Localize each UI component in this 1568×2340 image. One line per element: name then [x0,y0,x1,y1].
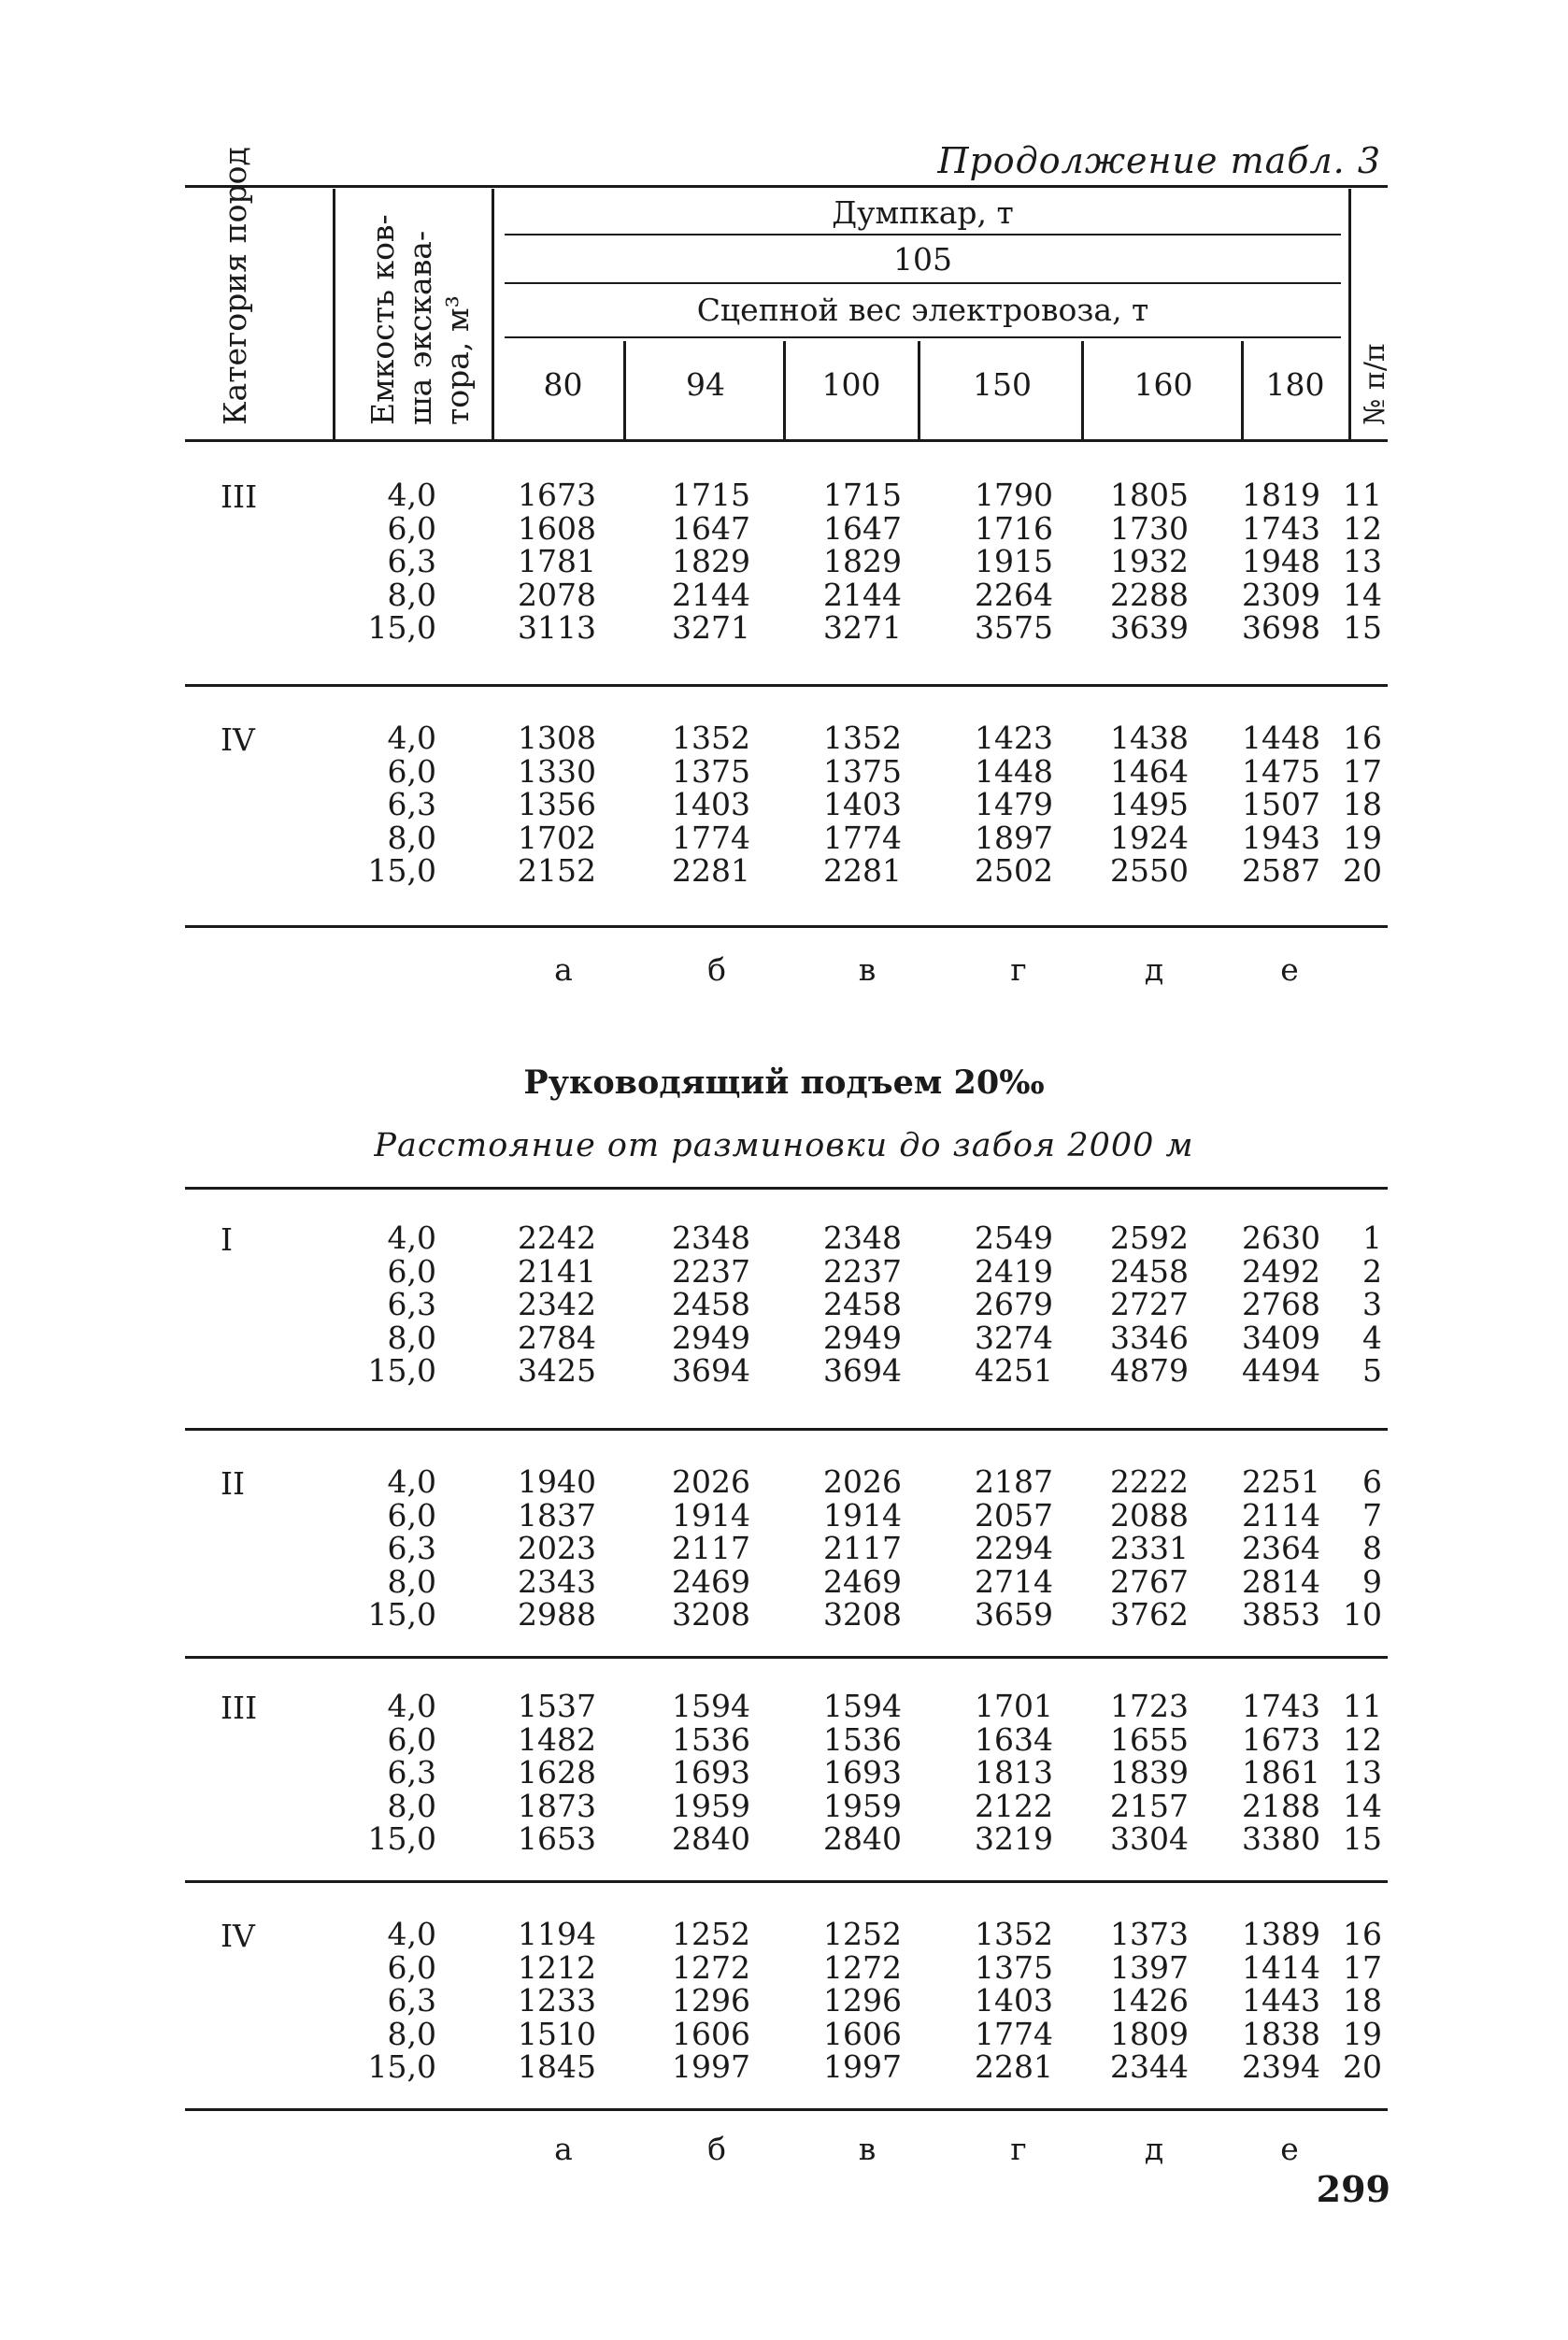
table-cell: 2784 [518,1319,596,1356]
row-number: 18 [1343,786,1382,822]
table-cell: 1448 [975,752,1053,790]
table-cell: 2768 [1242,1286,1320,1322]
bucket-capacity: 8,0 [387,2015,436,2052]
table-cell: 1212 [518,1948,596,1986]
category-label: I [221,1221,234,1258]
table-cell: 1730 [1110,509,1189,547]
loco-weight-header: Сцепной вес электровоза, т [696,292,1149,328]
table-cell: 1743 [1242,509,1320,547]
row-number: 4 [1362,1319,1382,1356]
row-number: 2 [1362,1252,1382,1290]
table-cell: 3271 [823,609,902,646]
table-cell: 1781 [518,543,596,579]
table-cell: 2188 [1242,1787,1320,1824]
table-cell: 4494 [1242,1352,1320,1389]
table-cell: 3698 [1242,609,1320,646]
block-rule [185,684,1388,687]
table-cell: 3639 [1110,609,1189,646]
bucket-header-line3: тора, м³ [439,295,476,425]
table-cell: 1252 [823,1916,902,1952]
table-cell: 1948 [1242,543,1320,579]
table-cell: 1352 [672,720,750,756]
row-number: 18 [1343,1982,1382,2019]
table-cell: 2026 [672,1463,750,1500]
table-cell: 2364 [1242,1530,1320,1566]
table-cell: 2242 [518,1220,596,1256]
table-cell: 2592 [1110,1220,1189,1256]
block-rule [185,1656,1388,1659]
table-cell: 2117 [672,1530,750,1566]
table-cell: 2141 [518,1252,596,1290]
row-number: 12 [1343,1720,1382,1758]
table-cell: 1716 [975,509,1053,547]
table-cell: 3274 [975,1319,1053,1356]
table-cell: 2331 [1110,1530,1189,1566]
table-cell: 1845 [518,2048,596,2085]
header-divider [492,189,494,439]
table-cell: 1403 [823,786,902,822]
table-cell: 3409 [1242,1319,1320,1356]
table-cell: 1438 [1110,720,1189,756]
table-cell: 3762 [1110,1596,1189,1633]
table-cell: 1308 [518,720,596,756]
table-cell: 1653 [518,1820,596,1857]
table-cell: 1479 [975,786,1053,822]
header-divider [333,189,335,439]
column-letter: а [554,2131,573,2167]
table-cell: 3304 [1110,1820,1189,1857]
row-number: 19 [1343,819,1382,856]
table-cell: 2026 [823,1463,902,1500]
bucket-capacity: 6,0 [387,1496,436,1534]
table-cell: 1838 [1242,2015,1320,2052]
row-number: 20 [1343,852,1382,889]
table-cell: 1647 [823,509,902,547]
table-cell: 1924 [1110,819,1189,856]
table-cell: 1914 [823,1496,902,1534]
column-letter: в [858,951,877,988]
table-cell: 1715 [672,477,750,513]
table-cell: 2469 [823,1562,902,1600]
table-cell: 1774 [672,819,750,856]
table-cell: 1423 [975,720,1053,756]
bucket-capacity: 6,0 [387,1252,436,1290]
table-cell: 2187 [975,1463,1053,1500]
bucket-capacity: 6,0 [387,1948,436,1986]
category-label: III [221,1690,258,1726]
category-label: IV [221,1918,255,1954]
table-cell: 1693 [823,1754,902,1791]
table-cell: 2281 [823,852,902,889]
table-cell: 2714 [975,1562,1053,1600]
bucket-capacity: 6,3 [387,543,436,579]
table-cell: 2222 [1110,1463,1189,1500]
table-cell: 4251 [975,1352,1053,1389]
table-cell: 2088 [1110,1496,1189,1534]
row-number: 13 [1343,543,1382,579]
table-cell: 2348 [672,1220,750,1256]
bucket-capacity: 6,3 [387,786,436,822]
table-cell: 3575 [975,609,1053,646]
table-cell: 2767 [1110,1562,1189,1600]
table-cell: 1790 [975,477,1053,513]
table-cell: 1272 [823,1948,902,1986]
table-cell: 2343 [518,1562,596,1600]
row-number: 14 [1343,576,1382,613]
table-cell: 1194 [518,1916,596,1952]
table-cell: 1940 [518,1463,596,1500]
row-number: 11 [1343,1688,1382,1724]
table-cell: 1693 [672,1754,750,1791]
table-cell: 2630 [1242,1220,1320,1256]
row-number: 5 [1362,1352,1382,1389]
bucket-capacity: 6,3 [387,1754,436,1791]
bucket-header-line1: Емкость ков- [364,214,401,425]
column-letter: б [707,951,726,988]
table-cell: 2458 [1110,1252,1189,1290]
column-letter: е [1280,2131,1299,2167]
table-cell: 1375 [823,752,902,790]
table-cell: 1403 [672,786,750,822]
bucket-capacity: 4,0 [387,720,436,756]
table-cell: 3659 [975,1596,1053,1633]
row-number: 6 [1362,1463,1382,1500]
table-cell: 2309 [1242,576,1320,613]
table-cell: 1897 [975,819,1053,856]
row-number: 7 [1362,1496,1382,1534]
bucket-capacity: 8,0 [387,819,436,856]
table-cell: 3271 [672,609,750,646]
row-number: 19 [1343,2015,1382,2052]
table-cell: 2078 [518,576,596,613]
table-cell: 2237 [672,1252,750,1290]
table-cell: 1536 [823,1720,902,1758]
table-cell: 1673 [518,477,596,513]
table-cell: 2394 [1242,2048,1320,2085]
table-cell: 1723 [1110,1688,1189,1724]
table-cell: 1443 [1242,1982,1320,2019]
table-cell: 1959 [672,1787,750,1824]
continuation-note: Продолжение табл. 3 [937,140,1381,181]
table-cell: 2264 [975,576,1053,613]
bucket-capacity: 4,0 [387,1916,436,1952]
column-letter: г [1010,951,1027,988]
table-cell: 1647 [672,509,750,547]
table-cell: 1375 [672,752,750,790]
table-cell: 1839 [1110,1754,1189,1791]
table-cell: 1495 [1110,786,1189,822]
table-cell: 1397 [1110,1948,1189,1986]
table-cell: 2157 [1110,1787,1189,1824]
row-number: 9 [1362,1562,1382,1600]
table-cell: 2117 [823,1530,902,1566]
table-cell: 1837 [518,1496,596,1534]
table-cell: 1743 [1242,1688,1320,1724]
bucket-capacity: 15,0 [367,2048,436,2085]
table-cell: 2814 [1242,1562,1320,1600]
header-rule [505,282,1341,284]
category-label: IV [221,721,255,758]
table-cell: 3694 [823,1352,902,1389]
table-cell: 2502 [975,852,1053,889]
table-cell: 1352 [975,1916,1053,1952]
header-rule [505,336,1341,338]
table-cell: 2549 [975,1220,1053,1256]
bucket-capacity: 4,0 [387,1688,436,1724]
table-cell: 1594 [672,1688,750,1724]
table-cell: 1296 [672,1982,750,2019]
row-number: 17 [1343,1948,1382,1986]
bucket-capacity: 6,0 [387,1720,436,1758]
header-rule [505,234,1341,235]
row-number: 13 [1343,1754,1382,1791]
row-number: 10 [1343,1596,1382,1633]
header-bottom-rule [185,439,1388,442]
table-cell: 2949 [823,1319,902,1356]
section-subtitle: Расстояние от разминовки до забоя 2000 м [374,1127,1194,1164]
table-cell: 1932 [1110,543,1189,579]
row-number: 16 [1343,1916,1382,1952]
bucket-capacity: 6,3 [387,1286,436,1322]
table-cell: 1356 [518,786,596,822]
table-cell: 1464 [1110,752,1189,790]
table-cell: 2023 [518,1530,596,1566]
table-cell: 1403 [975,1982,1053,2019]
table-cell: 1634 [975,1720,1053,1758]
table-cell: 1943 [1242,819,1320,856]
table-cell: 1296 [823,1982,902,2019]
table-cell: 1774 [823,819,902,856]
row-number: 1 [1362,1220,1382,1256]
loco-weight-100: 100 [821,366,881,403]
table-cell: 1715 [823,477,902,513]
column-letter: г [1010,2131,1027,2167]
table-cell: 1375 [975,1948,1053,1986]
table-cell: 1997 [672,2048,750,2085]
table-cell: 1537 [518,1688,596,1724]
block-rule [185,925,1388,928]
category-header: Категория пород [217,147,253,425]
row-number: 11 [1343,477,1382,513]
table-cell: 2281 [672,852,750,889]
bucket-capacity: 15,0 [367,609,436,646]
bucket-capacity: 4,0 [387,1220,436,1256]
row-number: 12 [1343,509,1382,547]
bucket-capacity: 8,0 [387,576,436,613]
bucket-capacity: 6,0 [387,509,436,547]
table-cell: 3208 [823,1596,902,1633]
table-cell: 2251 [1242,1463,1320,1500]
table-cell: 3694 [672,1352,750,1389]
table-cell: 2840 [672,1820,750,1857]
dumpcar-header: Думпкар, т [832,194,1014,231]
table-cell: 1701 [975,1688,1053,1724]
column-letter: а [554,951,573,988]
bucket-capacity: 6,3 [387,1530,436,1566]
table-cell: 1673 [1242,1720,1320,1758]
table-cell: 2469 [672,1562,750,1600]
table-cell: 1628 [518,1754,596,1791]
table-cell: 3425 [518,1352,596,1389]
block-rule [185,1428,1388,1431]
table-cell: 2550 [1110,852,1189,889]
bucket-capacity: 15,0 [367,1352,436,1389]
table-cell: 2344 [1110,2048,1189,2085]
table-cell: 1252 [672,1916,750,1952]
table-cell: 1809 [1110,2015,1189,2052]
table-cell: 1829 [672,543,750,579]
table-cell: 1233 [518,1982,596,2019]
table-cell: 4879 [1110,1352,1189,1389]
number-header: № п/п [1359,342,1391,425]
table-cell: 1594 [823,1688,902,1724]
category-label: II [221,1465,246,1502]
table-cell: 3346 [1110,1319,1189,1356]
bucket-capacity: 15,0 [367,852,436,889]
bucket-capacity: 8,0 [387,1319,436,1356]
table-cell: 2679 [975,1286,1053,1322]
table-cell: 1352 [823,720,902,756]
table-cell: 1414 [1242,1948,1320,1986]
row-number: 8 [1362,1530,1382,1566]
section2-top-rule [185,1187,1388,1190]
table-cell: 1915 [975,543,1053,579]
column-letter: в [858,2131,877,2167]
table-cell: 1805 [1110,477,1189,513]
loco-weight-150: 150 [973,366,1032,403]
bucket-capacity: 6,3 [387,1982,436,2019]
table-cell: 2057 [975,1496,1053,1534]
table-cell: 1702 [518,819,596,856]
table-cell: 2988 [518,1596,596,1633]
column-letter: б [707,2131,726,2167]
table-cell: 1507 [1242,786,1320,822]
table-cell: 1774 [975,2015,1053,2052]
header-divider [1348,189,1351,439]
table-cell: 1959 [823,1787,902,1824]
table-cell: 1819 [1242,477,1320,513]
block-rule [185,1880,1388,1883]
header-top-rule [185,185,1388,188]
table-cell: 2458 [823,1286,902,1322]
bucket-capacity: 8,0 [387,1562,436,1600]
table-cell: 1655 [1110,1720,1189,1758]
table-cell: 1606 [823,2015,902,2052]
table-cell: 2152 [518,852,596,889]
row-number: 14 [1343,1787,1382,1824]
bucket-capacity: 6,0 [387,752,436,790]
table-cell: 3853 [1242,1596,1320,1633]
table-cell: 2288 [1110,576,1189,613]
table-cell: 1813 [975,1754,1053,1791]
loco-weight-160: 160 [1133,366,1193,403]
table-cell: 2294 [975,1530,1053,1566]
row-number: 20 [1343,2048,1382,2085]
bucket-capacity: 15,0 [367,1820,436,1857]
table-cell: 1272 [672,1948,750,1986]
category-label: III [221,478,258,515]
column-letter: д [1144,951,1164,988]
loco-weight-80: 80 [543,366,583,403]
loco-weight-180: 180 [1265,366,1325,403]
table-cell: 2122 [975,1787,1053,1824]
table-cell: 2419 [975,1252,1053,1290]
column-letter: д [1144,2131,1164,2167]
table-cell: 1608 [518,509,596,547]
table-cell: 1510 [518,2015,596,2052]
table-cell: 3380 [1242,1820,1320,1857]
table-cell: 1873 [518,1787,596,1824]
table-cell: 3113 [518,609,596,646]
bucket-capacity: 15,0 [367,1596,436,1633]
table-cell: 1373 [1110,1916,1189,1952]
section-title: Руководящий подъем 20‰ [523,1063,1045,1102]
table-cell: 1482 [518,1720,596,1758]
row-number: 16 [1343,720,1382,756]
table-cell: 3208 [672,1596,750,1633]
row-number: 17 [1343,752,1382,790]
page-number: 299 [1316,2168,1390,2210]
table-cell: 2492 [1242,1252,1320,1290]
table-cell: 1861 [1242,1754,1320,1791]
bucket-capacity: 8,0 [387,1787,436,1824]
dumpcar-value: 105 [893,241,952,278]
table-cell: 2587 [1242,852,1320,889]
table-cell: 1829 [823,543,902,579]
column-letter: е [1280,951,1299,988]
table-cell: 1426 [1110,1982,1189,2019]
section2-bottom-rule [185,2108,1388,2111]
table-cell: 2281 [975,2048,1053,2085]
table-cell: 2114 [1242,1496,1320,1534]
table-cell: 1914 [672,1496,750,1534]
table-cell: 2348 [823,1220,902,1256]
row-number: 3 [1362,1286,1382,1322]
table-cell: 2727 [1110,1286,1189,1322]
table-cell: 2237 [823,1252,902,1290]
row-number: 15 [1343,1820,1382,1857]
bucket-capacity: 4,0 [387,477,436,513]
table-cell: 1389 [1242,1916,1320,1952]
row-number: 15 [1343,609,1382,646]
table-cell: 2458 [672,1286,750,1322]
table-cell: 1997 [823,2048,902,2085]
table-cell: 1606 [672,2015,750,2052]
table-cell: 3219 [975,1820,1053,1857]
table-cell: 1475 [1242,752,1320,790]
loco-weight-94: 94 [686,366,725,403]
table-cell: 2144 [672,576,750,613]
table-cell: 2144 [823,576,902,613]
bucket-capacity: 4,0 [387,1463,436,1500]
table-cell: 2840 [823,1820,902,1857]
table-cell: 2342 [518,1286,596,1322]
table-cell: 1448 [1242,720,1320,756]
table-cell: 1536 [672,1720,750,1758]
table-cell: 1330 [518,752,596,790]
table-cell: 2949 [672,1319,750,1356]
bucket-header-line2: ша экскава- [402,230,438,425]
